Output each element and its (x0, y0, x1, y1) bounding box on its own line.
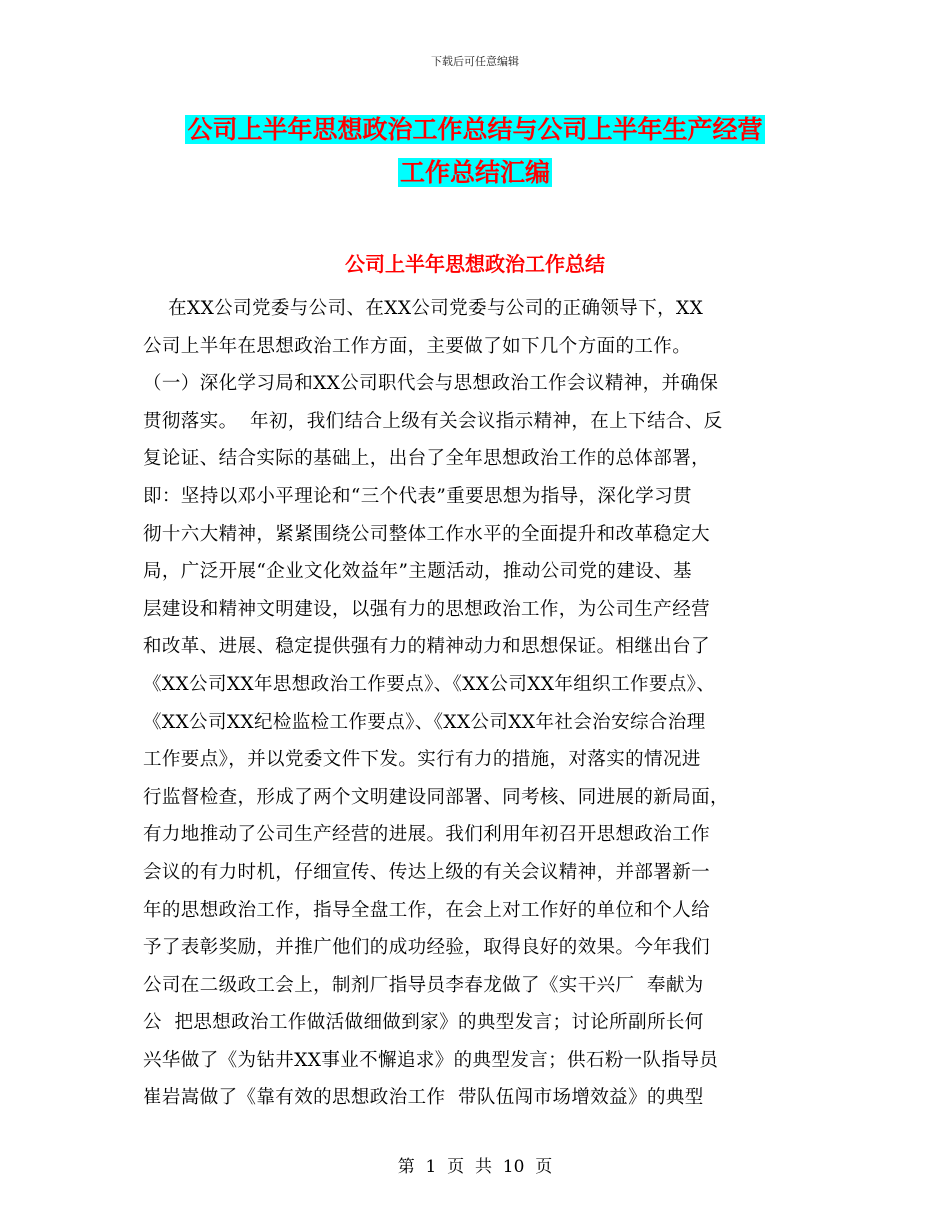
document-title-line-1 (0, 113, 950, 147)
page-number-footer: 第 1 页 共 10 页 (397, 1157, 553, 1177)
body-line: 公 把思想政治工作做活做细做到家》的典型发言；讨论所副所长何 (143, 1012, 704, 1034)
header-note: 下载后可任意编辑 (431, 55, 519, 68)
body-line: 复论证、结合实际的基础上，出台了全年思想政治工作的总体部署， (143, 448, 711, 470)
document-title-text-2: 工作总结汇编 (399, 158, 550, 187)
body-line: 工作要点》，并以党委文件下发。实行有力的措施，对落实的情况进 (143, 749, 701, 771)
section-title: 公司上半年思想政治工作总结 (345, 252, 605, 276)
body-line: 即：坚持以邓小平理论和“三个代表”重要思想为指导，深化学习贯 (143, 485, 692, 507)
body-line: 彻十六大精神，紧紧围绕公司整体工作水平的全面提升和改革稳定大 (143, 523, 711, 545)
body-line: 和改革、进展、稳定提供强有力的精神动力和思想保证。相继出台了 (143, 636, 711, 658)
body-line: 局，广泛开展“企业文化效益年”主题活动，推动公司党的建设、基 (143, 561, 692, 583)
body-line: 有力地推动了公司生产经营的进展。我们利用年初召开思想政治工作 (143, 824, 711, 846)
body-line: 层建设和精神文明建设，以强有力的思想政治工作，为公司生产经营 (143, 598, 711, 620)
body-line: （一）深化学习局和XX公司职代会与思想政治工作会议精神，并确保 (143, 373, 719, 395)
document-title-line-2 (0, 156, 950, 190)
body-text (143, 290, 808, 1117)
body-line: 崔岩嵩做了《靠有效的思想政治工作 带队伍闯市场增效益》的典型 (143, 1087, 704, 1109)
body-line: 会议的有力时机，仔细宣传、传达上级的有关会议精神，并部署新一 (143, 861, 711, 883)
body-line: 《XX公司XX年思想政治工作要点》、《XX公司XX年组织工作要点》、 (143, 673, 716, 695)
body-line: 贯彻落实。 年初，我们结合上级有关会议指示精神，在上下结合、反 (143, 410, 723, 432)
body-line: 行监督检查，形成了两个文明建设同部署、同考核、同进展的新局面， (143, 786, 729, 808)
body-line: 《XX公司XX纪检监检工作要点》、《XX公司XX年社会治安综合治理 (143, 711, 706, 733)
body-line: 公司在二级政工会上，制剂厂指导员李春龙做了《实干兴厂 奉献为 (143, 974, 704, 996)
document-title-text-1: 公司上半年思想政治工作总结与公司上半年生产经营 (187, 115, 763, 144)
body-line: 予了表彰奖励，并推广他们的成功经验，取得良好的效果。今年我们 (143, 937, 711, 959)
body-line: 年的思想政治工作，指导全盘工作，在会上对工作好的单位和个人给 (143, 899, 711, 921)
body-line: 在XX公司党委与公司、在XX公司党委与公司的正确领导下，XX (143, 298, 704, 319)
body-line: 公司上半年在思想政治工作方面，主要做了如下几个方面的工作。 (143, 335, 692, 357)
body-line: 兴华做了《为钻井XX事业不懈追求》的典型发言；供石粉一队指导员 (143, 1049, 719, 1071)
